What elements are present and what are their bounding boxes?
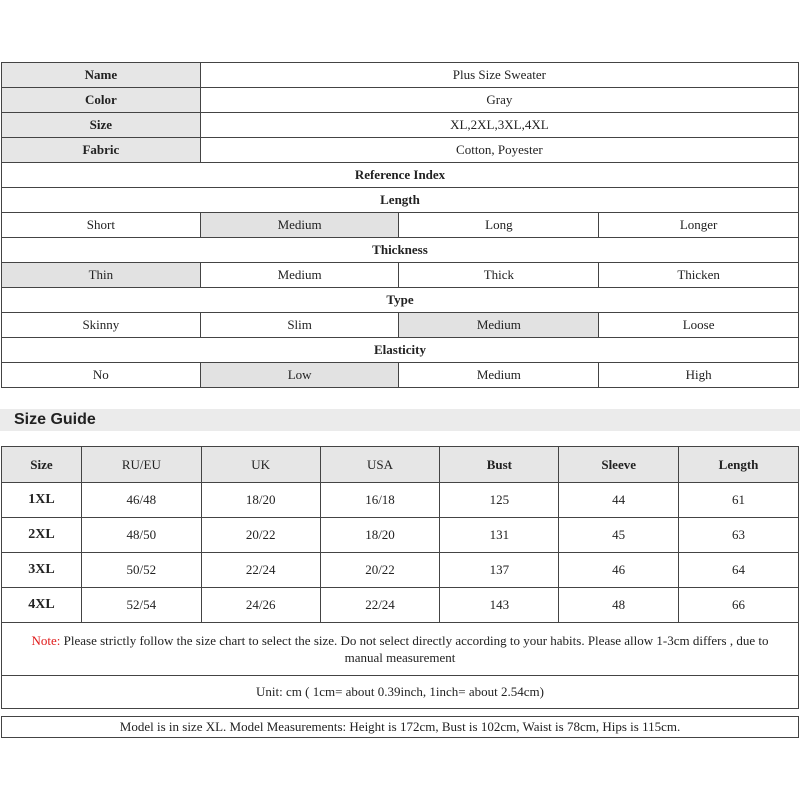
thickness-option: Medium bbox=[200, 263, 399, 288]
spec-row-size bbox=[2, 113, 799, 138]
col-header-usa: USA bbox=[320, 447, 440, 483]
unit-info: Unit: cm ( 1cm= about 0.39inch, 1inch= about 2.54cm) bbox=[2, 676, 799, 709]
size-cell: 3XL bbox=[2, 553, 82, 588]
table-row bbox=[2, 553, 799, 588]
length-cell: 61 bbox=[679, 483, 799, 518]
bust-cell: 125 bbox=[440, 483, 559, 518]
spec-row-color bbox=[2, 88, 799, 113]
size-cell: 1XL bbox=[2, 483, 82, 518]
length-heading: Length bbox=[2, 188, 799, 213]
spec-label: Color bbox=[2, 88, 201, 113]
uk-cell: 18/20 bbox=[201, 483, 320, 518]
elasticity-options bbox=[2, 363, 799, 388]
col-header-length: Length bbox=[679, 447, 799, 483]
rueu-cell: 50/52 bbox=[81, 553, 201, 588]
spec-row-fabric bbox=[2, 138, 799, 163]
thickness-option: Thin bbox=[2, 263, 201, 288]
sleeve-cell: 44 bbox=[559, 483, 679, 518]
spec-label: Name bbox=[2, 63, 201, 88]
type-option: Loose bbox=[599, 313, 799, 338]
thickness-option: Thick bbox=[399, 263, 599, 288]
rueu-cell: 48/50 bbox=[81, 518, 201, 553]
length-option: Long bbox=[399, 213, 599, 238]
thickness-options bbox=[2, 263, 799, 288]
usa-cell: 22/24 bbox=[320, 588, 440, 623]
type-options bbox=[2, 313, 799, 338]
length-option: Medium bbox=[200, 213, 399, 238]
bust-cell: 131 bbox=[440, 518, 559, 553]
note-label: Note: bbox=[31, 633, 61, 648]
uk-cell: 20/22 bbox=[201, 518, 320, 553]
spec-value: Cotton, Poyester bbox=[200, 138, 798, 163]
elasticity-option: No bbox=[2, 363, 201, 388]
spec-label: Size bbox=[2, 113, 201, 138]
usa-cell: 18/20 bbox=[320, 518, 440, 553]
type-heading: Type bbox=[2, 288, 799, 313]
model-measurements: Model is in size XL. Model Measurements: Height is 172cm, Bust is 102cm, Waist is 78cm, Hips is 115cm. bbox=[1, 716, 799, 738]
table-row bbox=[2, 518, 799, 553]
col-header-bust: Bust bbox=[440, 447, 559, 483]
col-header-rueu: RU/EU bbox=[81, 447, 201, 483]
note-row bbox=[2, 623, 799, 676]
elasticity-heading: Elasticity bbox=[2, 338, 799, 363]
size-guide-bar bbox=[0, 409, 800, 431]
type-option: Slim bbox=[200, 313, 399, 338]
usa-cell: 20/22 bbox=[320, 553, 440, 588]
note-text: Please strictly follow the size chart to select the size. Do not select directly according to your habits. Please allow 1-3cm differs , due to manual measurement bbox=[60, 633, 769, 665]
length-cell: 66 bbox=[679, 588, 799, 623]
col-header-uk: UK bbox=[201, 447, 320, 483]
spec-label: Fabric bbox=[2, 138, 201, 163]
bust-cell: 137 bbox=[440, 553, 559, 588]
table-row bbox=[2, 483, 799, 518]
col-header-size: Size bbox=[2, 447, 82, 483]
rueu-cell: 52/54 bbox=[81, 588, 201, 623]
size-note bbox=[2, 623, 799, 676]
thickness-heading: Thickness bbox=[2, 238, 799, 263]
length-option: Longer bbox=[599, 213, 799, 238]
spec-value: XL,2XL,3XL,4XL bbox=[200, 113, 798, 138]
product-spec-table bbox=[1, 62, 799, 388]
size-guide-table bbox=[1, 446, 799, 709]
rueu-cell: 46/48 bbox=[81, 483, 201, 518]
uk-cell: 22/24 bbox=[201, 553, 320, 588]
size-cell: 2XL bbox=[2, 518, 82, 553]
usa-cell: 16/18 bbox=[320, 483, 440, 518]
sleeve-cell: 46 bbox=[559, 553, 679, 588]
col-header-sleeve: Sleeve bbox=[559, 447, 679, 483]
length-cell: 63 bbox=[679, 518, 799, 553]
spec-value: Gray bbox=[200, 88, 798, 113]
size-cell: 4XL bbox=[2, 588, 82, 623]
unit-row bbox=[2, 676, 799, 709]
length-options bbox=[2, 213, 799, 238]
thickness-option: Thicken bbox=[599, 263, 799, 288]
uk-cell: 24/26 bbox=[201, 588, 320, 623]
sleeve-cell: 48 bbox=[559, 588, 679, 623]
reference-index-heading: Reference Index bbox=[2, 163, 799, 188]
sleeve-cell: 45 bbox=[559, 518, 679, 553]
elasticity-option: Low bbox=[200, 363, 399, 388]
type-option: Skinny bbox=[2, 313, 201, 338]
size-guide-title: Size Guide bbox=[14, 411, 96, 428]
spec-row-name bbox=[2, 63, 799, 88]
type-option: Medium bbox=[399, 313, 599, 338]
length-cell: 64 bbox=[679, 553, 799, 588]
elasticity-option: Medium bbox=[399, 363, 599, 388]
length-option: Short bbox=[2, 213, 201, 238]
spec-value: Plus Size Sweater bbox=[200, 63, 798, 88]
size-guide-header-row bbox=[2, 447, 799, 483]
table-row bbox=[2, 588, 799, 623]
bust-cell: 143 bbox=[440, 588, 559, 623]
elasticity-option: High bbox=[599, 363, 799, 388]
